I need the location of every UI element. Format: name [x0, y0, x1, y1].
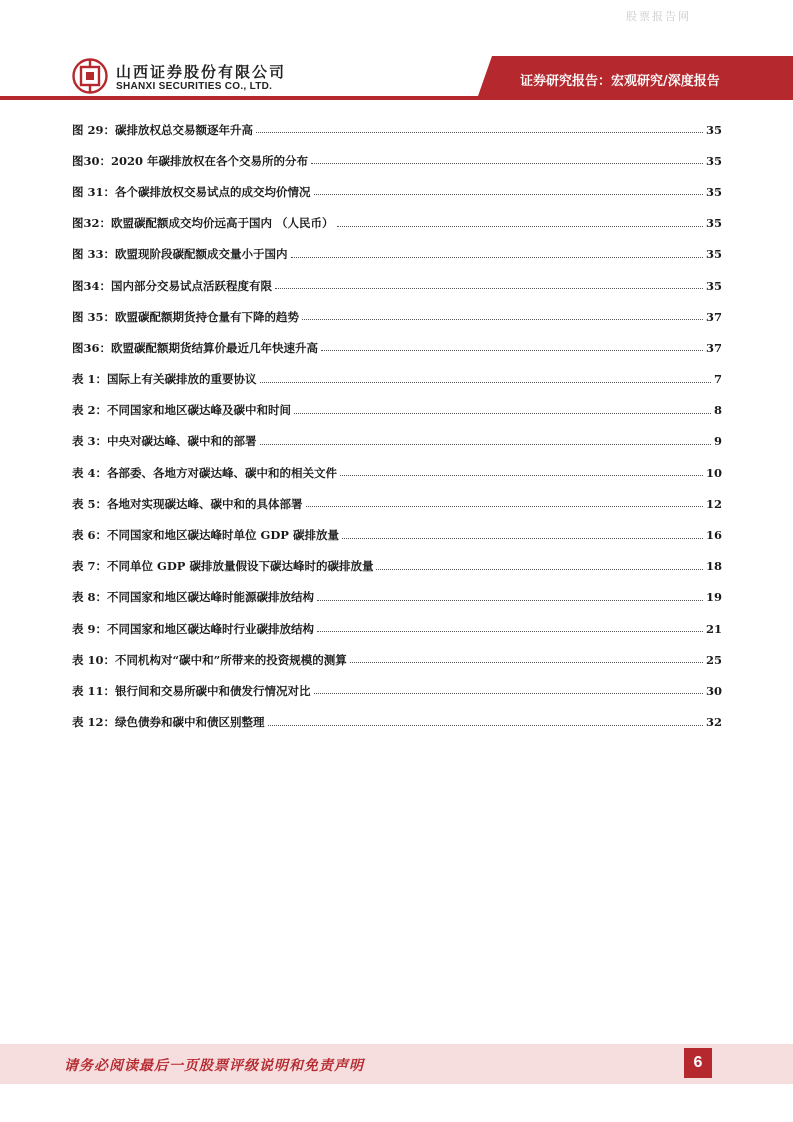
- toc-leader-dots: [376, 569, 703, 570]
- toc-leader-dots: [256, 132, 703, 133]
- toc-entry-page: 16: [705, 528, 722, 543]
- toc-entry-label: 图36：欧盟碳配额期货结算价最近几年快速升高: [72, 340, 319, 355]
- toc-entry[interactable]: [72, 332, 722, 363]
- toc-entry-page: 25: [705, 652, 722, 667]
- report-type-label: 证券研究报告：宏观研究/深度报告: [520, 74, 720, 89]
- toc-entry-page: 35: [705, 278, 722, 293]
- toc-entry-label: 图 29：碳排放权总交易额逐年升高: [72, 122, 254, 137]
- toc-entry-label: 表 10：不同机构对“碳中和”所带来的投资规模的测算: [72, 652, 347, 667]
- toc-entry-label: 图30：2020 年碳排放权在各个交易所的分布: [72, 153, 309, 168]
- toc-leader-dots: [311, 163, 703, 164]
- toc-entry-label: 表 6：不同国家和地区碳达峰时单位 GDP 碳排放量: [72, 528, 339, 543]
- toc-entry-page: 10: [705, 465, 722, 480]
- toc-entry-page: 19: [705, 590, 722, 605]
- toc-entry-label: 图32：欧盟碳配额成交均价远高于国内 （人民币）: [72, 216, 334, 231]
- toc-entry[interactable]: [72, 582, 722, 613]
- toc-entry-label: 表 8：不同国家和地区碳达峰时能源碳排放结构: [72, 590, 315, 605]
- header-divider: [0, 96, 793, 100]
- toc-entry-label: 表 7：不同单位 GDP 碳排放量假设下碳达峰时的碳排放量: [72, 559, 374, 574]
- toc-entry[interactable]: [72, 208, 722, 239]
- toc-entry-page: 37: [705, 309, 722, 324]
- toc-entry[interactable]: [72, 301, 722, 332]
- toc-entry-label: 表 2：不同国家和地区碳达峰及碳中和时间: [72, 403, 292, 418]
- table-of-contents: [72, 114, 722, 738]
- toc-entry-page: 12: [705, 496, 722, 511]
- toc-leader-dots: [340, 475, 703, 476]
- company-name-cn: 山西证券股份有限公司: [116, 63, 287, 81]
- toc-entry-label: 表 1：国际上有关碳排放的重要协议: [72, 372, 257, 387]
- toc-entry[interactable]: [72, 644, 722, 675]
- toc-entry-page: 8: [713, 403, 722, 418]
- toc-entry-page: 30: [705, 683, 722, 698]
- toc-entry-page: 35: [705, 216, 722, 231]
- toc-leader-dots: [302, 319, 703, 320]
- toc-leader-dots: [317, 600, 703, 601]
- toc-entry[interactable]: [72, 613, 722, 644]
- toc-entry-label: 表 9：不同国家和地区碳达峰时行业碳排放结构: [72, 621, 315, 636]
- toc-entry-label: 表 11：银行间和交易所碳中和债发行情况对比: [72, 683, 311, 698]
- toc-entry-label: 图 31：各个碳排放权交易试点的成交均价情况: [72, 184, 311, 199]
- toc-leader-dots: [314, 194, 703, 195]
- toc-entry[interactable]: [72, 270, 722, 301]
- toc-entry[interactable]: [72, 364, 722, 395]
- toc-leader-dots: [314, 693, 703, 694]
- watermark: 股票报告网: [626, 10, 691, 23]
- toc-entry-page: 35: [705, 184, 722, 199]
- toc-entry-page: 35: [705, 122, 722, 137]
- footer-disclaimer: 请务必阅读最后一页股票评级说明和免责声明: [64, 1058, 364, 1074]
- toc-entry-page: 9: [713, 434, 722, 449]
- toc-leader-dots: [342, 538, 703, 539]
- toc-leader-dots: [337, 226, 703, 227]
- toc-leader-dots: [321, 350, 703, 351]
- toc-leader-dots: [306, 506, 703, 507]
- toc-entry-page: 7: [713, 372, 722, 387]
- toc-leader-dots: [268, 725, 703, 726]
- toc-leader-dots: [350, 662, 703, 663]
- toc-entry[interactable]: [72, 488, 722, 519]
- toc-leader-dots: [260, 444, 711, 445]
- toc-entry-page: 18: [705, 559, 722, 574]
- company-logo-icon: [72, 58, 108, 94]
- toc-entry[interactable]: [72, 176, 722, 207]
- toc-leader-dots: [291, 257, 703, 258]
- toc-entry[interactable]: [72, 707, 722, 738]
- toc-leader-dots: [317, 631, 703, 632]
- company-name-en: SHANXI SECURITIES CO., LTD.: [116, 81, 273, 92]
- toc-entry[interactable]: [72, 395, 722, 426]
- toc-entry[interactable]: [72, 239, 722, 270]
- toc-entry-label: 表 4：各部委、各地方对碳达峰、碳中和的相关文件: [72, 465, 338, 480]
- toc-entry-page: 21: [705, 621, 722, 636]
- toc-entry-page: 35: [705, 247, 722, 262]
- toc-entry[interactable]: [72, 426, 722, 457]
- toc-entry-label: 表 12：绿色债券和碳中和债区别整理: [72, 715, 265, 730]
- toc-leader-dots: [294, 413, 711, 414]
- page-number: 6: [684, 1048, 712, 1078]
- toc-entry-label: 表 3：中央对碳达峰、碳中和的部署: [72, 434, 257, 449]
- toc-entry-label: 表 5：各地对实现碳达峰、碳中和的具体部署: [72, 496, 303, 511]
- toc-entry-page: 32: [705, 715, 722, 730]
- toc-entry[interactable]: [72, 551, 722, 582]
- toc-leader-dots: [260, 382, 711, 383]
- toc-entry[interactable]: [72, 114, 722, 145]
- toc-entry-page: 37: [705, 340, 722, 355]
- toc-entry[interactable]: [72, 675, 722, 706]
- toc-entry[interactable]: [72, 457, 722, 488]
- toc-entry[interactable]: [72, 145, 722, 176]
- toc-entry-page: 35: [705, 153, 722, 168]
- toc-entry-label: 图 33：欧盟现阶段碳配额成交量小于国内: [72, 247, 288, 262]
- toc-entry-label: 图 35：欧盟碳配额期货持仓量有下降的趋势: [72, 309, 300, 324]
- toc-entry-label: 图34：国内部分交易试点活跃程度有限: [72, 278, 273, 293]
- toc-entry[interactable]: [72, 519, 722, 550]
- toc-leader-dots: [275, 288, 703, 289]
